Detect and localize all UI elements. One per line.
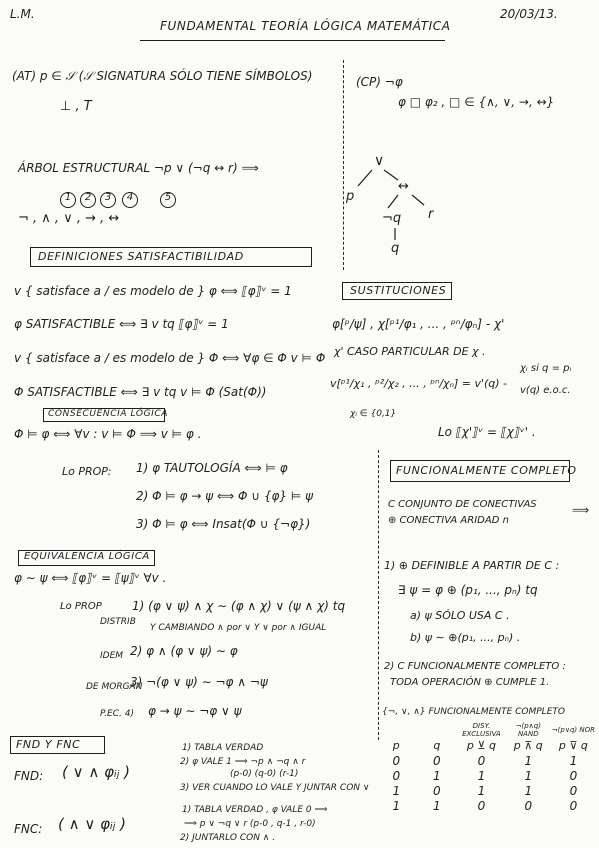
table-cell: 0 [392, 753, 401, 768]
func-2-b: TODA OPERACIÓN ⊕ CUMPLE 1. [390, 677, 550, 688]
page-date: 20/03/13. [500, 7, 558, 21]
func-2: 2) C FUNCIONALMENTE COMPLETO : [384, 661, 566, 672]
eq-prop-1-note: Y CAMBIANDO ∧ por ∨ Y ∨ por ∧ IGUAL [150, 623, 327, 633]
circle-5: 5 [160, 192, 176, 208]
tree-root: ∨ [374, 153, 385, 169]
table-header-nand: p ⊼ q [513, 739, 543, 752]
circle-3: 3 [100, 192, 116, 208]
truth-table-toprow [376, 722, 596, 738]
cons-def: Φ ⊨ φ ⟺ ∀v : v ⊨ Φ ⟹ v ⊨ φ . [14, 427, 202, 441]
eq-prop-2: 2) φ ∧ (φ ∨ ψ) ∼ φ [130, 644, 238, 658]
table-header-q: q [433, 739, 441, 752]
prop-2: 2) Φ ⊨ φ → ψ ⟺ Φ ∪ {φ} ⊨ ψ [136, 489, 314, 503]
sust-3: v[ᵖ¹/χ₁ , ᵖ²/χ₂ , ... , ᵖⁿ/χₙ] = v'(q) - [330, 377, 508, 390]
prop-3: 3) Φ ⊨ φ ⟺ Insat(Φ ∪ {¬φ}) [136, 517, 311, 531]
table-cell: 1 [477, 768, 486, 783]
table-cell: 0 [569, 783, 578, 798]
table-cell: 1 [477, 783, 486, 798]
sust-3-case-1: χᵢ si q = pᵢ [520, 363, 572, 374]
fnc-step-2: 2) JUNTARLO CON ∧ . [180, 833, 276, 843]
def-4: Φ SATISFACTIBLE ⟺ ∃ v tq v ⊨ Φ (Sat(Φ)) [14, 385, 267, 399]
eq-prop-1: 1) (φ ∨ ψ) ∧ χ ∼ (φ ∧ χ) ∨ (ψ ∧ χ) tq [132, 599, 346, 613]
table-row [376, 783, 596, 798]
eq-idem-label: IDEM [100, 651, 124, 661]
table-cell: 0 [433, 783, 441, 798]
sust-2: χ' CASO PARTICULAR DE χ . [334, 345, 486, 358]
func-set-1: C CONJUNTO DE CONECTIVAS [388, 499, 537, 510]
fnd-formula: ( ∨ ∧ φᵢⱼ ) [62, 763, 130, 781]
def-2: φ SATISFACTIBLE ⟺ ∃ v tq ⟦φ⟧ᵛ = 1 [14, 317, 229, 331]
table-cell: 0 [433, 753, 441, 768]
table-cell: 1 [433, 798, 441, 813]
table-cell: 0 [569, 768, 578, 783]
func-1-b: b) ψ ∼ ⊕(p₁, ..., pₙ) . [410, 631, 521, 644]
divider-top [343, 60, 344, 270]
fnd-step-2b: (p-0) (q-0) (r-1) [230, 769, 299, 779]
eq-title: EQUIVALENCIA LÓGICA [24, 551, 150, 562]
sust-title: SUSTITUCIONES [350, 284, 447, 297]
sust-3-case-2: v(q) e.o.c. [520, 385, 571, 396]
fnd-step-1: 1) TABLA VERDAD [182, 743, 264, 753]
table-row [376, 753, 596, 768]
title-underline [140, 40, 445, 41]
fnc-label: FNC: [14, 822, 43, 836]
table-header-nor: p ⊽ q [558, 739, 588, 752]
def-3: v { satisface a / es modelo de } Φ ⟺ ∀φ ∈ Φ v ⊨ Φ [14, 351, 326, 365]
func-arrow: ⟹ [572, 503, 590, 517]
sust-3-range: χᵢ ∈ {0,1} [350, 409, 397, 419]
table-top-cell-0 [376, 722, 417, 738]
fnc-step-1: 1) TABLA VERDAD , φ VALE 0 ⟹ [182, 805, 328, 815]
table-cell: 1 [392, 783, 401, 798]
func-title: FUNCIONALMENTE COMPLETO [396, 464, 577, 477]
fnc-step-1b: ⟹ p ∨ ¬q ∨ r (p-0 , q-1 , r-0) [184, 819, 316, 829]
truth-table-header [376, 738, 596, 753]
eq-distrib-label: DISTRIB [100, 617, 136, 627]
table-cell: 1 [524, 753, 533, 768]
eq-def4-label: P.EC. 4) [100, 709, 134, 719]
table-cell: 1 [392, 798, 401, 813]
cons-title: CONSECUENCIA LÓGICA [48, 409, 169, 419]
table-top-cell-1 [417, 722, 458, 738]
fnd-step-2: 2) φ VALE 1 ⟹ ¬p ∧ ¬q ∧ r [180, 757, 306, 767]
table-header-xor: p ⊻ q [466, 739, 496, 752]
tree-node-iff: ↔ [398, 179, 409, 194]
fnd-label: FND: [14, 769, 44, 783]
cp-item: (CP) ¬φ [356, 75, 403, 89]
at-definition: (AT) p ∈ 𝒮 (𝒮 SIGNATURA SÓLO TIENE SÍMBOLOS) [12, 69, 313, 83]
func-set-2: ⊕ CONECTIVA ARIDAD n [388, 515, 509, 526]
circle-1: 1 [60, 192, 76, 208]
eq-props-label: Lo PROP [60, 601, 102, 612]
table-cell: 0 [477, 798, 486, 813]
table-cell: 0 [477, 753, 486, 768]
eq-def: φ ∼ ψ ⟺ ⟦φ⟧ᵛ = ⟦ψ⟧ᵛ ∀v . [14, 571, 167, 585]
sust-1: φ[ᵖ/ψ] , χ[ᵖ¹/φ₁ , ... , ᵖⁿ/φₙ] - χ' [332, 317, 505, 331]
table-cell: 0 [392, 768, 401, 783]
fnd-fnc-title: FND Y FNC [16, 738, 81, 751]
fnc-formula: ( ∧ ∨ φᵢⱼ ) [58, 815, 126, 833]
author-initials: L.M. [10, 7, 35, 21]
def-1: v { satisface a / es modelo de } φ ⟺ ⟦φ⟧ᵛ = 1 [14, 284, 292, 298]
table-header-p: p [392, 739, 400, 752]
table-row [376, 798, 596, 813]
cp-item-2: φ □ φ₂ , □ ∈ {∧, ∨, →, ↔} [398, 95, 555, 109]
prop-1: 1) φ TAUTOLOGÍA ⟺ ⊨ φ [136, 461, 288, 475]
eq-morgan-label: DE MORGAN [86, 682, 143, 692]
circle-4: 4 [122, 192, 138, 208]
divider-bottom [378, 450, 379, 740]
table-row [376, 768, 596, 783]
table-cell: 0 [569, 798, 578, 813]
at-constants: ⊥ , T [60, 99, 92, 114]
connectives-list: ¬ , ∧ , ∨ , → , ↔ [18, 211, 120, 226]
def-sat-title: DEFINICIONES SATISFACTIBILIDAD [38, 250, 244, 263]
eq-prop-4: φ → ψ ∼ ¬φ ∨ ψ [148, 704, 242, 718]
func-1-eq: ∃ ψ = φ ⊕ (p₁, ..., pₙ) tq [398, 583, 538, 597]
table-top-cell-3: ¬(p∧q) NAND [515, 722, 541, 738]
props-label: Lo PROP: [62, 465, 112, 478]
table-cell: 1 [524, 768, 533, 783]
table-top-cell-2: DISY. EXCLUSIVA [462, 722, 501, 738]
tree-node-notq: ¬q [382, 211, 402, 226]
tree-node-q: q [391, 241, 400, 256]
table-cell: 1 [569, 753, 578, 768]
table-cell: 1 [433, 768, 441, 783]
page-title: FUNDAMENTAL TEORÍA LÓGICA MATEMÁTICA [160, 19, 451, 33]
arbol-estructural: ÁRBOL ESTRUCTURAL ¬p ∨ (¬q ↔ r) ⟹ [18, 161, 259, 175]
func-1: 1) ⊕ DEFINIBLE A PARTIR DE C : [384, 559, 560, 572]
circle-2: 2 [80, 192, 96, 208]
fnd-step-3: 3) VER CUANDO LO VALE Y JUNTAR CON ∨ [180, 783, 370, 793]
sust-4: Lo ⟦χ'⟧ᵛ = ⟦χ⟧ᵛ' . [438, 425, 536, 439]
func-1-a: a) ψ SÓLO USA C . [410, 609, 510, 622]
tree-node-r: r [428, 207, 434, 222]
table-top-cell-4: ¬(p∨q) NOR [551, 726, 595, 734]
table-cell: 0 [524, 798, 533, 813]
tree-node-p: p [346, 189, 355, 204]
eq-prop-3: 3) ¬(φ ∨ ψ) ∼ ¬φ ∧ ¬ψ [130, 675, 268, 689]
fc-set: {¬, ∨, ∧} FUNCIONALMENTE COMPLETO [382, 707, 565, 717]
table-cell: 1 [524, 783, 533, 798]
